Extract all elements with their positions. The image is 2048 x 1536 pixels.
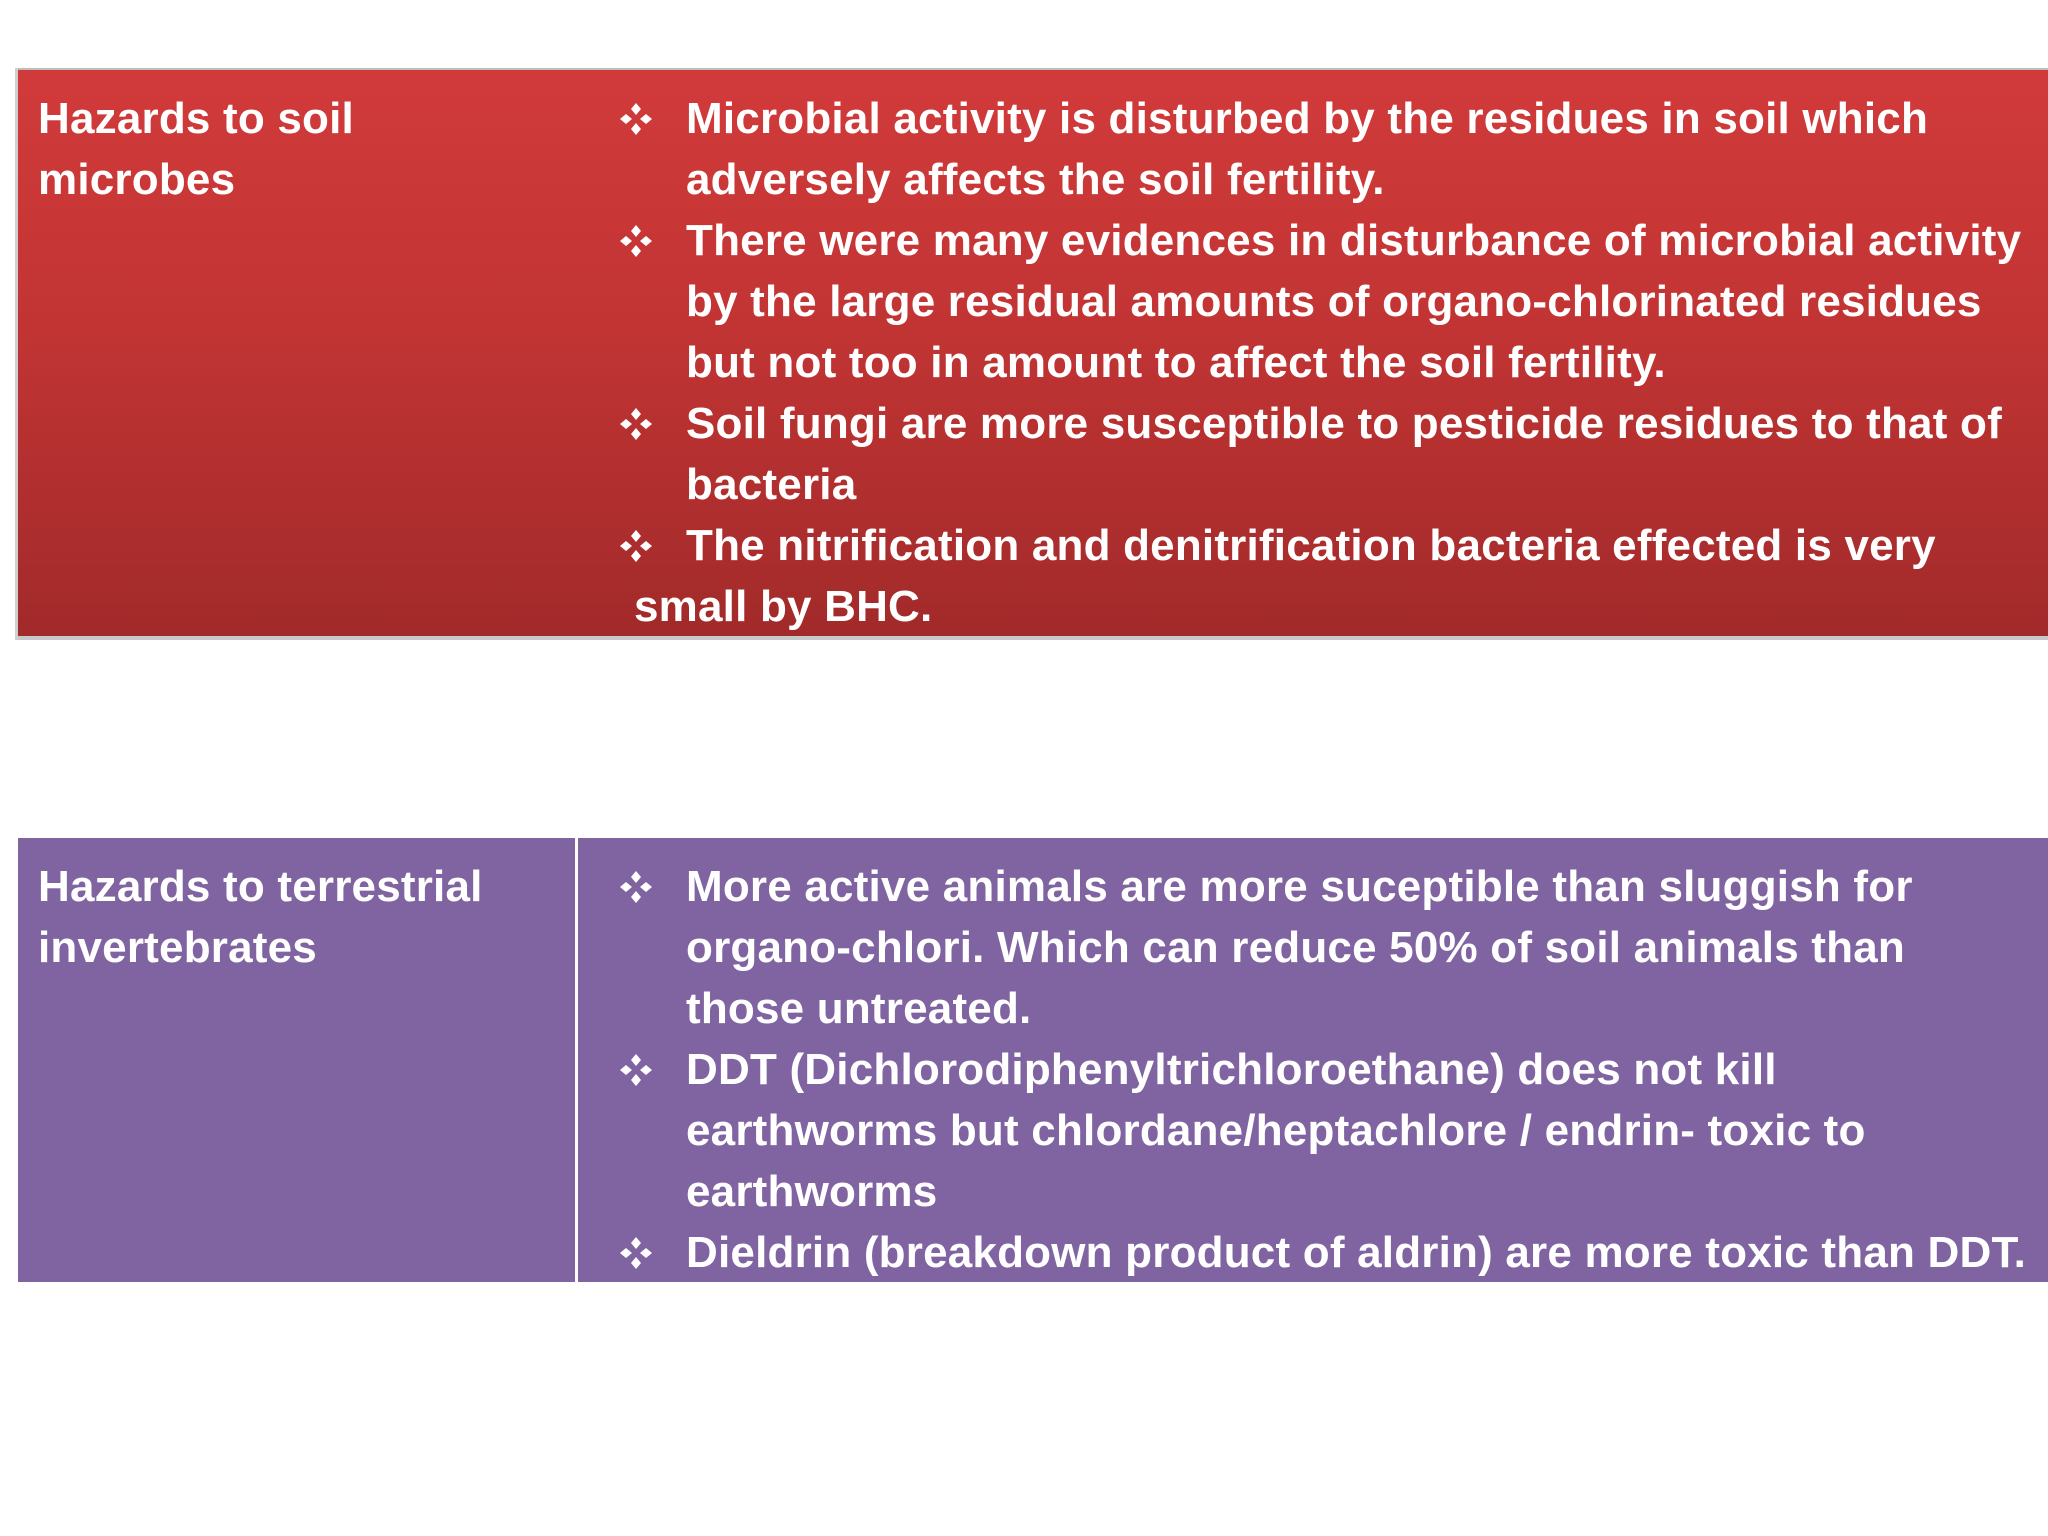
point-text: Soil fungi are more susceptible to pesticide residues to that of bacteria: [686, 399, 2002, 509]
four-diamond-bullet-icon: [618, 856, 664, 917]
point-text: Microbial activity is disturbed by the residues in soil which adversely affects the soil fertility.: [686, 94, 1929, 204]
list-item: [598, 1222, 2028, 1283]
terrestrial-invertebrates-points: [578, 838, 2048, 1283]
point-text: The nitrification and denitrification bacteria effected is very: [686, 521, 1936, 570]
terrestrial-invertebrates-label: Hazards to terrestrial invertebrates: [18, 838, 578, 1283]
soil-microbes-table: [18, 68, 2048, 640]
four-diamond-bullet-icon: [618, 210, 664, 271]
point-text-continued: small by BHC.: [634, 582, 933, 631]
four-diamond-bullet-icon: [618, 1222, 664, 1283]
four-diamond-bullet-icon: [618, 515, 664, 576]
list-item: [598, 856, 2028, 1039]
terrestrial-invertebrates-table: [18, 838, 2048, 1282]
list-item: [598, 393, 2028, 515]
point-text: More active animals are more suceptible than sluggish for organo-chlori. Which can reduce 50% of soil animals than those untreated.: [686, 862, 1913, 1033]
point-text: DDT (Dichlorodiphenyltrichloroethane) does not kill earthworms but chlordane/heptachlore / endrin- toxic to earthworms: [686, 1045, 1866, 1216]
list-item: [598, 210, 2028, 393]
soil-microbes-points: [578, 70, 2048, 637]
list-item: [598, 515, 2028, 637]
list-item: [598, 1039, 2028, 1222]
soil-microbes-label: Hazards to soil microbes: [38, 94, 354, 204]
point-text: There were many evidences in disturbance of microbial activity by the large residual amounts of organo-chlorinated residues but not too in amount to affect the soil fertility.: [686, 216, 2022, 387]
point-text: Dieldrin (breakdown product of aldrin) are more toxic than DDT.: [686, 1228, 2027, 1277]
four-diamond-bullet-icon: [618, 393, 664, 454]
list-item: [598, 88, 2028, 210]
four-diamond-bullet-icon: [618, 1039, 664, 1100]
four-diamond-bullet-icon: [618, 88, 664, 149]
